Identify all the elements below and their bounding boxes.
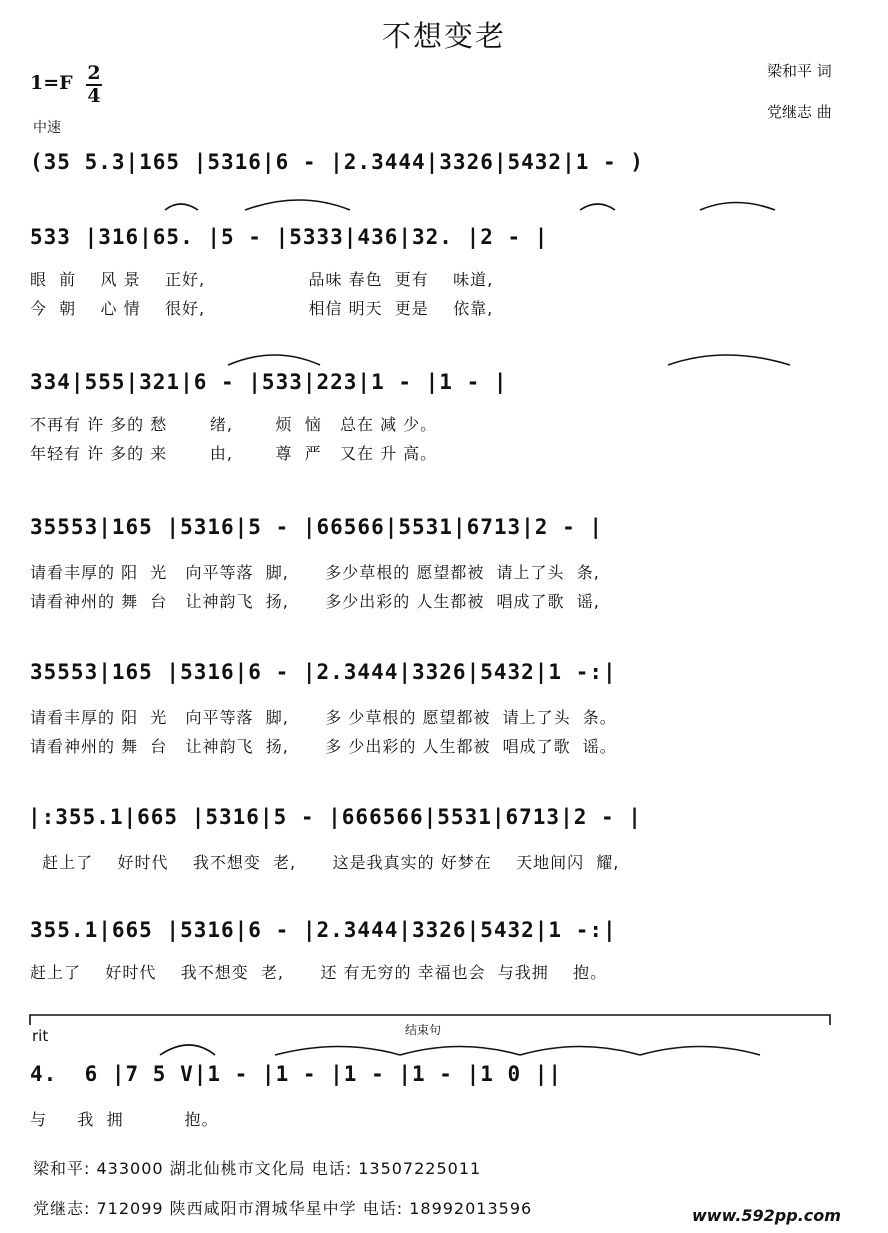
lyricist-credit: 梁和平 词 — [767, 62, 832, 80]
tie-mark — [640, 1047, 760, 1056]
tie-mark — [520, 1047, 640, 1056]
lyric-line: 请看神州的 舞 台 让神韵飞 扬, 多 少出彩的 人生都被 唱成了歌 谣。 — [30, 737, 617, 756]
tie-mark — [275, 1047, 400, 1056]
watermark: www.592pp.com — [692, 1206, 841, 1225]
coda-bracket — [30, 1015, 830, 1025]
composer-contact: 党继志: 712099 陕西咸阳市渭城华星中学 电话: 18992013596 — [33, 1199, 533, 1218]
tempo-marking: 中速 — [33, 120, 61, 136]
notation-line: 4. 6 |7 5 V|1 - |1 - |1 - |1 - |1 0 || — [30, 1062, 563, 1086]
notation-line: |:355.1|665 |5316|5 - |666566|5531|6713|2 - | — [28, 805, 642, 829]
time-sig-bottom: 4 — [87, 85, 101, 107]
lyric-line: 与 我 拥 抱。 — [30, 1110, 219, 1129]
slur-mark — [228, 355, 320, 365]
notation-line: 35553|165 |5316|5 - |66566|5531|6713|2 - | — [30, 515, 604, 539]
lyric-line: 眼 前 风 景 正好, 品味 春色 更有 味道, — [30, 270, 494, 289]
lyric-line: 今 朝 心 情 很好, 相信 明天 更是 依靠, — [30, 299, 494, 318]
slur-mark — [160, 1045, 215, 1055]
lyric-line: 赶上了 好时代 我不想变 老, 这是我真实的 好梦在 天地间闪 耀, — [30, 853, 620, 872]
lyricist-contact: 梁和平: 433000 湖北仙桃市文化局 电话: 13507225011 — [33, 1159, 482, 1178]
lyric-line: 请看丰厚的 阳 光 向平等落 脚, 多 少草根的 愿望都被 请上了头 条。 — [30, 708, 617, 727]
notation-line: 533 |316|65. |5 - |5333|436|32. |2 - | — [30, 225, 549, 249]
lyric-line: 请看神州的 舞 台 让神韵飞 扬, 多少出彩的 人生都被 唱成了歌 谣, — [30, 592, 600, 611]
lyric-line: 赶上了 好时代 我不想变 老, 还 有无穷的 幸福也会 与我拥 抱。 — [30, 963, 608, 982]
slur-mark — [245, 200, 350, 210]
slur-mark — [165, 204, 198, 210]
composer-credit: 党继志 曲 — [767, 103, 832, 121]
lyric-line: 年轻有 许 多的 来 由, 尊 严 又在 升 高。 — [30, 444, 438, 463]
slur-mark — [668, 355, 790, 365]
key-signature: 1=F — [30, 72, 73, 94]
notation-line: 355.1|665 |5316|6 - |2.3444|3326|5432|1 -:| — [30, 918, 617, 942]
time-sig-top: 2 — [87, 62, 101, 84]
slur-mark — [700, 203, 775, 211]
rit-marking: rit — [32, 1027, 49, 1045]
slur-mark — [580, 204, 615, 210]
lyric-line: 请看丰厚的 阳 光 向平等落 脚, 多少草根的 愿望都被 请上了头 条, — [30, 563, 600, 582]
coda-label: 结束句 — [405, 1023, 442, 1037]
notation-line: 334|555|321|6 - |533|223|1 - |1 - | — [30, 370, 508, 394]
notation-line: (35 5.3|165 |5316|6 - |2.3444|3326|5432|1 - ) — [30, 150, 644, 174]
tie-mark — [400, 1047, 520, 1056]
lyric-line: 不再有 许 多的 愁 绪, 烦 恼 总在 减 少。 — [30, 415, 438, 434]
notation-line: 35553|165 |5316|6 - |2.3444|3326|5432|1 -:| — [30, 660, 617, 684]
song-title: 不想变老 — [381, 19, 506, 53]
